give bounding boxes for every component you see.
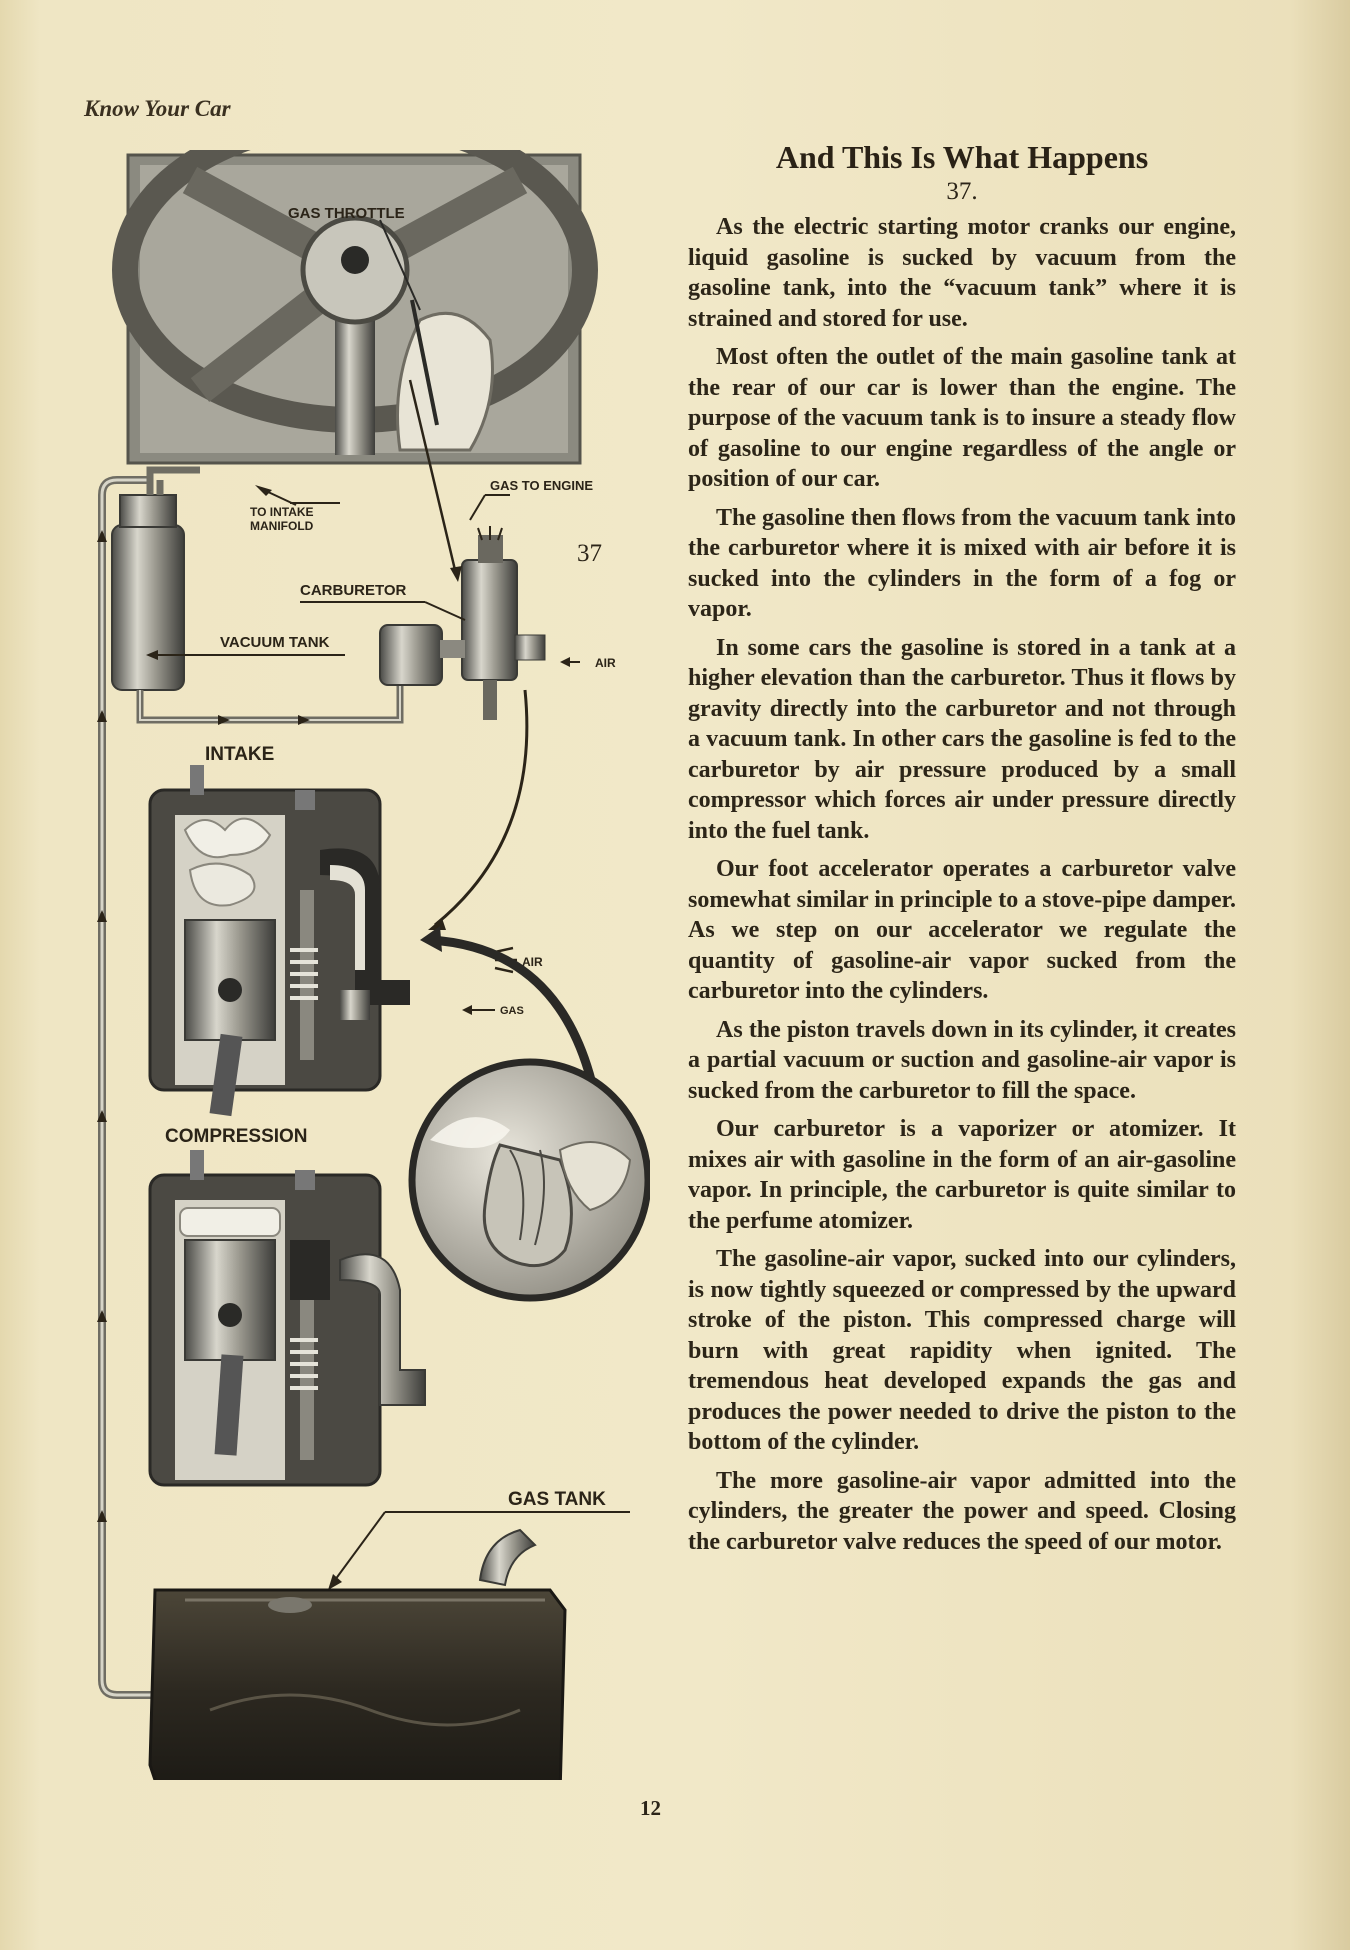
fuel-system-illustration (90, 150, 650, 1780)
paragraph-6: As the piston travels down in its cylinder, it creates a partial vacuum or suction and gasoline-air vapor is sucked from the carburetor to fill the space. (688, 1016, 1236, 1104)
intake-label: INTAKE (205, 744, 275, 765)
carburetor (380, 526, 545, 720)
air-label-intake: AIR (522, 955, 543, 969)
gas-throttle-label: GAS THROTTLE (288, 205, 405, 222)
air-label-carburetor: AIR (595, 656, 616, 670)
paragraph-8: The gasoline-air vapor, sucked into our cylinders, is now tightly squeezed or compressed by the upward stroke of the piston. This compressed charge will burn with great rapidity when ignited. The tremendous heat developed expands the gas and produces the power needed to drive the piston to the bottom of the cylinder. (688, 1246, 1236, 1456)
running-head: Know Your Car (84, 96, 231, 121)
atomizer-inset (412, 1062, 648, 1298)
gas-label: GAS (500, 1005, 524, 1017)
paragraph-7: Our carburetor is a vaporizer or atomizer. It mixes air with gasoline in the form of an air-gasoline vapor. In principle, the carburetor is quite similar to the perfume atomizer. (688, 1116, 1236, 1234)
paragraph-2: Most often the outlet of the main gasoline tank at the rear of our car is lower than the engine. The purpose of the vacuum tank is to insure a steady flow of gasoline to our engine regardless of the angle or position of our car. (688, 344, 1236, 493)
paragraph-9: The more gasoline-air vapor admitted into the cylinders, the greater the power and speed. Closing the carburetor valve reduces the speed of our motor. (688, 1467, 1236, 1555)
figure-number: 37 (577, 540, 602, 567)
to-intake-label: TO INTAKE (250, 505, 314, 519)
paragraph-1: As the electric starting motor cranks our engine, liquid gasoline is sucked by vacuum from the gasoline tank, into the “vacuum tank” where it is strained and stored for use. (688, 214, 1236, 332)
steering-wheel-picture (125, 150, 585, 463)
gas-tank (150, 1530, 565, 1780)
compression-cylinder (150, 1150, 425, 1485)
section-number: 37. (946, 178, 978, 206)
vacuum-tank-label: VACUUM TANK (220, 634, 330, 651)
text-column (688, 138, 1236, 1565)
compression-label: COMPRESSION (165, 1126, 308, 1147)
manifold-label: MANIFOLD (250, 519, 314, 533)
paragraph-4: In some cars the gasoline is stored in a tank at a higher elevation than the carburetor. Thus it flows by gravity directly into the carburetor and not through a vacuum tank. In other cars the gasoline is fed to the carburetor by air pressure produced by a small compressor which forces air under pressure directly into the fuel tank. (688, 634, 1236, 844)
paragraph-5: Our foot accelerator operates a carburetor valve somewhat similar in principle to a stove-pipe damper. As we step on our accelerator we regulate the quantity of gasoline-air vapor sucked from the carburetor into the cylinders. (688, 856, 1237, 1005)
gas-tank-label: GAS TANK (508, 1489, 606, 1510)
gas-to-engine-label: GAS TO ENGINE (490, 478, 594, 493)
paragraph-3: The gasoline then flows from the vacuum tank into the carburetor where it is mixed with air before it is sucked into the cylinders in the form of a fog or vapor. (688, 504, 1236, 623)
intake-cylinder (150, 765, 410, 1116)
carburetor-label: CARBURETOR (300, 582, 407, 599)
page-number: 12 (640, 1796, 661, 1820)
section-heading: And This Is What Happens (775, 139, 1149, 175)
